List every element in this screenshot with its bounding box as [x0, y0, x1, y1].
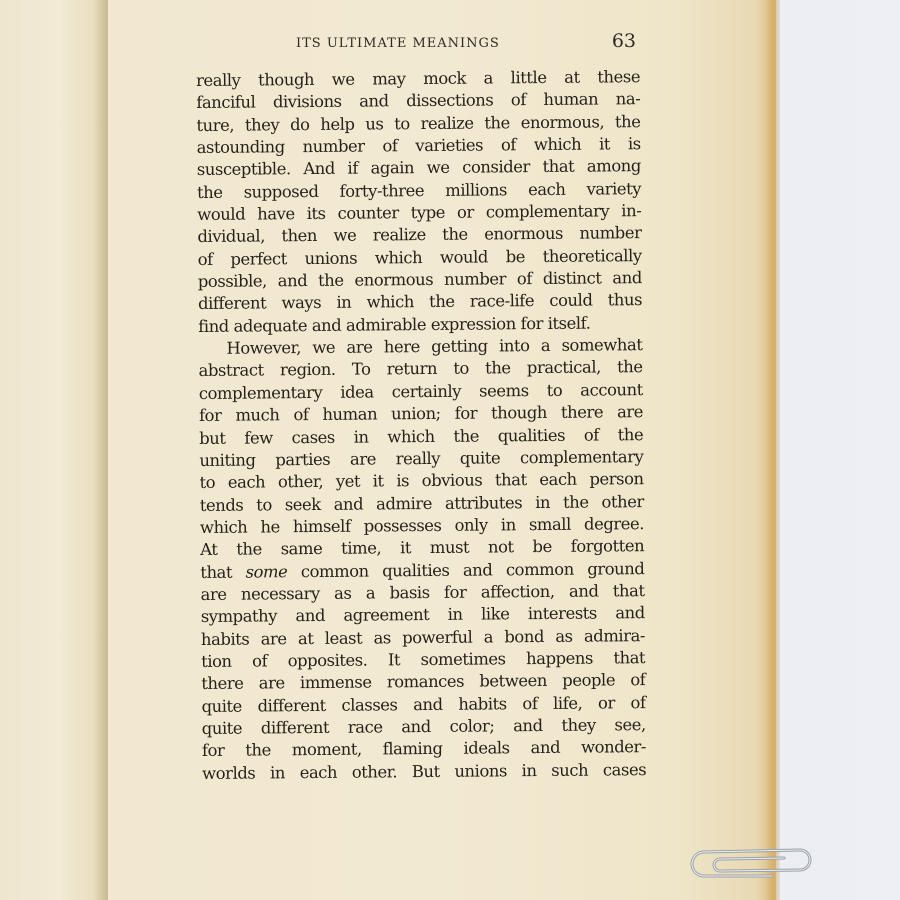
- text-line: which he himself possesses only in small degree.: [199, 513, 645, 537]
- text-line: different ways in which the race-life could thus: [197, 290, 643, 314]
- text-line: would have its counter type or complementary in-: [197, 201, 642, 225]
- text-line: for much of human union; for though there are: [198, 402, 644, 426]
- text-line: but few cases in which the qualities of the: [199, 424, 644, 448]
- text-line: susceptible. And if again we consider that among: [196, 156, 641, 180]
- text-line: find adequate and admirable expression for itself.: [198, 313, 591, 336]
- text-line: really though we may mock a little at these: [196, 67, 641, 90]
- text-line: astounding number of varieties of which it is: [196, 134, 641, 158]
- text-line: worlds in each other. But unions in such cases: [202, 759, 647, 783]
- text-line: uniting parties are really quite complementary: [199, 446, 644, 470]
- emphasis-before: that: [200, 562, 246, 582]
- page-number: 63: [611, 30, 636, 52]
- text-line: of perfect unions which would be theoretically: [197, 245, 642, 269]
- text-line: sympathy and agreement in like interests and: [200, 603, 645, 627]
- text-line: However, we are here getting into a somewhat: [226, 335, 643, 358]
- paperclip-icon: [684, 840, 816, 892]
- text-line: complementary idea certainly seems to account: [198, 379, 643, 403]
- body-text: [196, 66, 646, 785]
- text-line: ture, they do help us to realize the enormous, the: [196, 111, 641, 135]
- text-line: possible, and the enormous number of distinct and: [197, 268, 642, 292]
- running-head: ITS ULTIMATE MEANINGS: [296, 36, 500, 51]
- text-line: the supposed forty-three millions each variety: [196, 178, 642, 202]
- text-line: tends to seek and admire attributes in the other: [199, 491, 644, 515]
- text-line: for the moment, flaming ideals and wonder-: [201, 737, 647, 761]
- previous-page: [0, 0, 108, 900]
- text-line: tion of opposites. It sometimes happens that: [201, 648, 646, 671]
- text-line: dividual, then we realize the enormous number: [197, 223, 642, 247]
- italic-word: some: [245, 561, 288, 582]
- page-edge: [766, 0, 780, 900]
- text-line: fanciful divisions and dissections of human na-: [196, 89, 641, 113]
- page-header: [120, 30, 656, 60]
- text-line: abstract region. To return to the practical, the: [198, 357, 643, 381]
- text-line: to each other, yet it is obvious that each person: [199, 469, 644, 493]
- text-line: At the same time, it must not be forgotten: [200, 536, 645, 560]
- text-line: quite different classes and habits of life, or of: [201, 692, 646, 716]
- text-line: quite different race and color; and they see,: [201, 715, 646, 738]
- emphasis-after: common qualities and common ground: [287, 558, 645, 581]
- text-line: habits are at least as powerful a bond as admira-: [200, 625, 646, 649]
- text-line: there are immense romances between people of: [201, 670, 646, 694]
- text-line: are necessary as a basis for affection, and that: [200, 581, 645, 604]
